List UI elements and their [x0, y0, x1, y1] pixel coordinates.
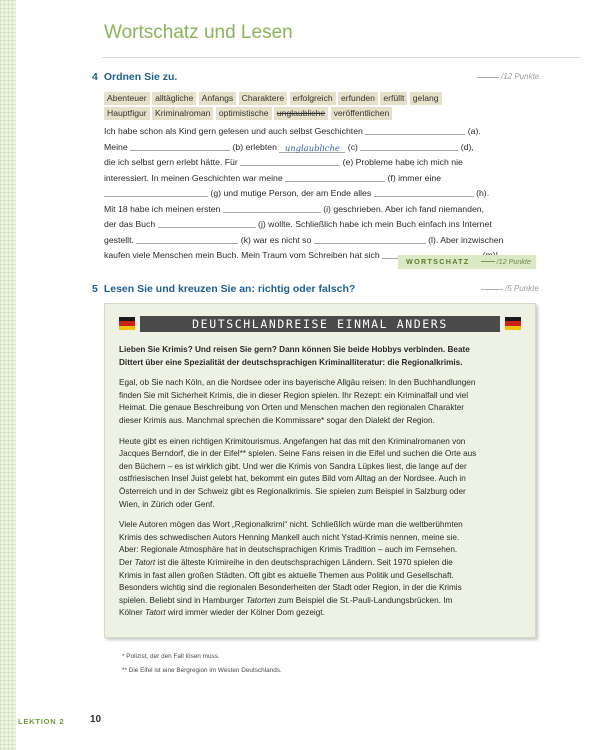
footnote: * Polizist, der den Fall lösen muss.	[122, 653, 220, 660]
text-line: spielen. Beliebt sind in Hamburger	[119, 595, 246, 605]
footnote: ** Die Eifel ist eine Bergregion im Westen Deutschlands.	[122, 667, 282, 674]
gap-h[interactable]	[374, 187, 474, 197]
text-line: dieser Krimis aus. Manchmal sprechen die Kommissare* sogar den Dialekt der Region.	[119, 415, 435, 425]
text-line: Wien, in Zürich oder Genf.	[119, 499, 215, 509]
article-lead	[119, 344, 523, 369]
text-line: finden Sie mit Sicherheit Krimis, die in dieser Region spielen. Ihr Rezept: ein Kriminalfall und viel	[119, 390, 469, 400]
exercise-5-points	[481, 284, 539, 293]
word-bank-item: Kriminalroman	[152, 107, 213, 120]
text-line: den Büchern – es ist wirklich gibt. Und wer die Krimis von Sandra Lüpkes liest, die lange auf der	[119, 461, 467, 471]
text-line: Dittert über eine Spezialität der deutschsprachigen Kriminalliteratur: die Regionalkrimis.	[119, 357, 463, 367]
points-label: /12 Punkte	[496, 257, 531, 266]
text-line: (e) Probleme habe ich mich nie	[342, 157, 463, 167]
text-line: Besonders wichtig sind die regionalen Besonderheiten der Stadt oder Region, in der die Krimis	[119, 583, 462, 593]
page-margin-strip	[0, 0, 16, 750]
word-bank-item: optimistische	[216, 107, 272, 120]
word-bank-item: gelang	[410, 92, 442, 105]
text-line: der das Buch	[104, 219, 156, 229]
word-bank-item-used: unglaubliche	[274, 107, 328, 120]
score-blank[interactable]	[481, 289, 503, 290]
exercise-5-heading	[92, 283, 355, 295]
text-line: wird immer wieder der Kölner Dom gezeigt.	[165, 608, 325, 618]
gap-label: (c)	[347, 141, 358, 152]
text-line: Krimis des schwedischen Autors Henning Mankell auch nicht Ystad-Krimis nennen, meine sie.	[119, 532, 460, 542]
text-line: Meine	[104, 141, 128, 152]
text-line: Heute gibt es einen richtigen Krimitourismus. Angefangen hat das mit den Kriminalromanen von	[119, 436, 466, 446]
text-line: ist die älteste Krimireihe in den deutschsprachigen Ländern. Seit 1970 spielen die	[155, 557, 453, 567]
footnotes	[122, 650, 282, 678]
gap-k[interactable]	[136, 234, 238, 244]
article-body	[119, 344, 523, 628]
text-line: zum Beispiel die St.-Pauli-Landungsbrücken. Im	[275, 595, 453, 605]
gap-label: (a).	[467, 126, 481, 136]
text-line: (j) wollte. Schließlich habe ich mein Buch einfach ins Internet	[258, 219, 492, 229]
word-bank	[104, 92, 454, 122]
text-line: Egal, ob Sie nach Köln, an die Nordsee oder ins bayerische Allgäu reisen: In den Buchhandlungen	[119, 378, 476, 388]
gap-i[interactable]	[223, 203, 321, 213]
gap-g[interactable]	[104, 187, 208, 197]
text-line: gestellt.	[104, 234, 134, 245]
gap-label: (d),	[460, 141, 474, 152]
text-line: Jacques Berndorf, die in der Eifel** spielen. Seine Fans reisen in die Eifel und suchen die Orte aus	[119, 449, 477, 459]
tv-series-name: Tatort	[144, 608, 166, 618]
gap-j[interactable]	[158, 218, 256, 228]
text-line: Österreich und in der Schweiz gibt es Regionalkrimis. Sie spielen zum Beispiel in Salzburg oder	[119, 486, 466, 496]
text-line: Krimis in fast allen großen Städten. Oft gibt es aktuelle Themen aus Politik und Gesellschaft.	[119, 570, 454, 580]
text-line: (l). Aber inzwischen	[428, 234, 504, 245]
text-line: kaufen viele Menschen mein Buch. Mein Traum vom Schreiben hat sich	[104, 250, 380, 260]
lesson-label: LEKTION 2	[18, 717, 65, 726]
exercise-number: 4	[92, 71, 98, 83]
word-bank-item: erfolgreich	[290, 92, 336, 105]
text-line: Kölner	[119, 608, 145, 618]
page-number: 10	[90, 714, 102, 725]
exercise-instruction: Lesen Sie und kreuzen Sie an: richtig oder falsch?	[103, 283, 356, 295]
score-blank[interactable]	[481, 261, 495, 262]
text-line: interessiert. In meinen Geschichten war meine	[104, 172, 283, 183]
word-bank-item: erfunden	[338, 92, 378, 105]
gap-f[interactable]	[285, 172, 385, 182]
text-line: (k) war es nicht so	[240, 234, 312, 245]
reading-text-box	[104, 303, 536, 638]
text-line: (i) geschrieben. Aber ich fand niemanden,	[323, 203, 485, 214]
page-title: Wortschatz und Lesen	[104, 22, 293, 43]
word-bank-item: erfüllt	[380, 92, 407, 105]
article-paragraph	[119, 436, 523, 512]
gap-e[interactable]	[240, 156, 340, 166]
exercise-4-heading	[92, 71, 177, 83]
article-paragraph	[119, 377, 523, 427]
word-bank-item: Hauptfigur	[104, 107, 150, 120]
word-bank-item: veröffentlichen	[331, 107, 393, 120]
text-line: Mit 18 habe ich meinen ersten	[104, 203, 221, 214]
wortschatz-score-bar	[398, 255, 536, 269]
points-label: /12 Punkte	[501, 72, 540, 81]
points-label: /5 Punkte	[505, 284, 539, 293]
text-line: Ich habe schon als Kind gern gelesen und auch selbst Geschichten	[104, 126, 363, 136]
text-line: Lieben Sie Krimis? Und reisen Sie gern? Dann können Sie beide Hobbys verbinden. Beate	[119, 345, 470, 354]
gap-fill-text	[104, 124, 534, 264]
score-blank[interactable]	[477, 77, 499, 78]
exercise-4-points	[477, 72, 539, 81]
tv-series-name: Tatort	[134, 557, 156, 567]
word-bank-item: alltägliche	[152, 92, 196, 105]
text-line: Der	[119, 557, 135, 567]
tv-series-name: Tatorten	[245, 595, 276, 605]
gap-d[interactable]	[360, 141, 458, 151]
wortschatz-points	[481, 255, 531, 269]
word-bank-item: Anfangs	[199, 92, 237, 105]
text-line: Heimat. Die genaue Beschreibung von Orten und Menschen machen den regionalen Charakter	[119, 403, 464, 413]
handwritten-answer[interactable]: unglaubliche	[279, 141, 345, 153]
text-line: die ich selbst gern erlebt hätte. Für	[104, 157, 238, 167]
text-line: Aber: Regionale Atmosphäre hat in deutschsprachigen Krimis Tradition – auch im Fernsehen.	[119, 545, 458, 555]
exercise-instruction: Ordnen Sie zu.	[103, 71, 178, 83]
gap-a[interactable]	[365, 125, 465, 135]
gap-b[interactable]	[130, 141, 230, 151]
article-paragraph	[119, 519, 523, 620]
text-line: (b) erlebten	[232, 141, 277, 152]
text-line: (f) immer eine	[387, 172, 442, 183]
word-bank-item: Charaktere	[239, 92, 288, 105]
gap-l[interactable]	[314, 234, 426, 244]
text-line: (g) und mutige Person, der am Ende alles	[210, 188, 372, 198]
german-flag-icon	[505, 317, 521, 330]
exercise-number: 5	[92, 283, 98, 295]
gap-label: (h).	[476, 188, 490, 198]
text-line: ostfriesischen Insel Juist gelebt hat, bekommt ein gutes Bild vom Alltag an der Nordsee. Auch in	[119, 474, 466, 484]
wortschatz-label: WORTSCHATZ	[406, 257, 470, 266]
german-flag-icon	[119, 317, 135, 330]
text-line: Viele Autoren mögen das Wort „Regionalkrimi“ nicht. Schließlich würde man die weltberühmten	[119, 520, 463, 530]
title-divider	[102, 57, 580, 58]
article-title: DEUTSCHLANDREISE EINMAL ANDERS	[140, 316, 500, 332]
word-bank-item: Abenteuer	[104, 92, 150, 105]
